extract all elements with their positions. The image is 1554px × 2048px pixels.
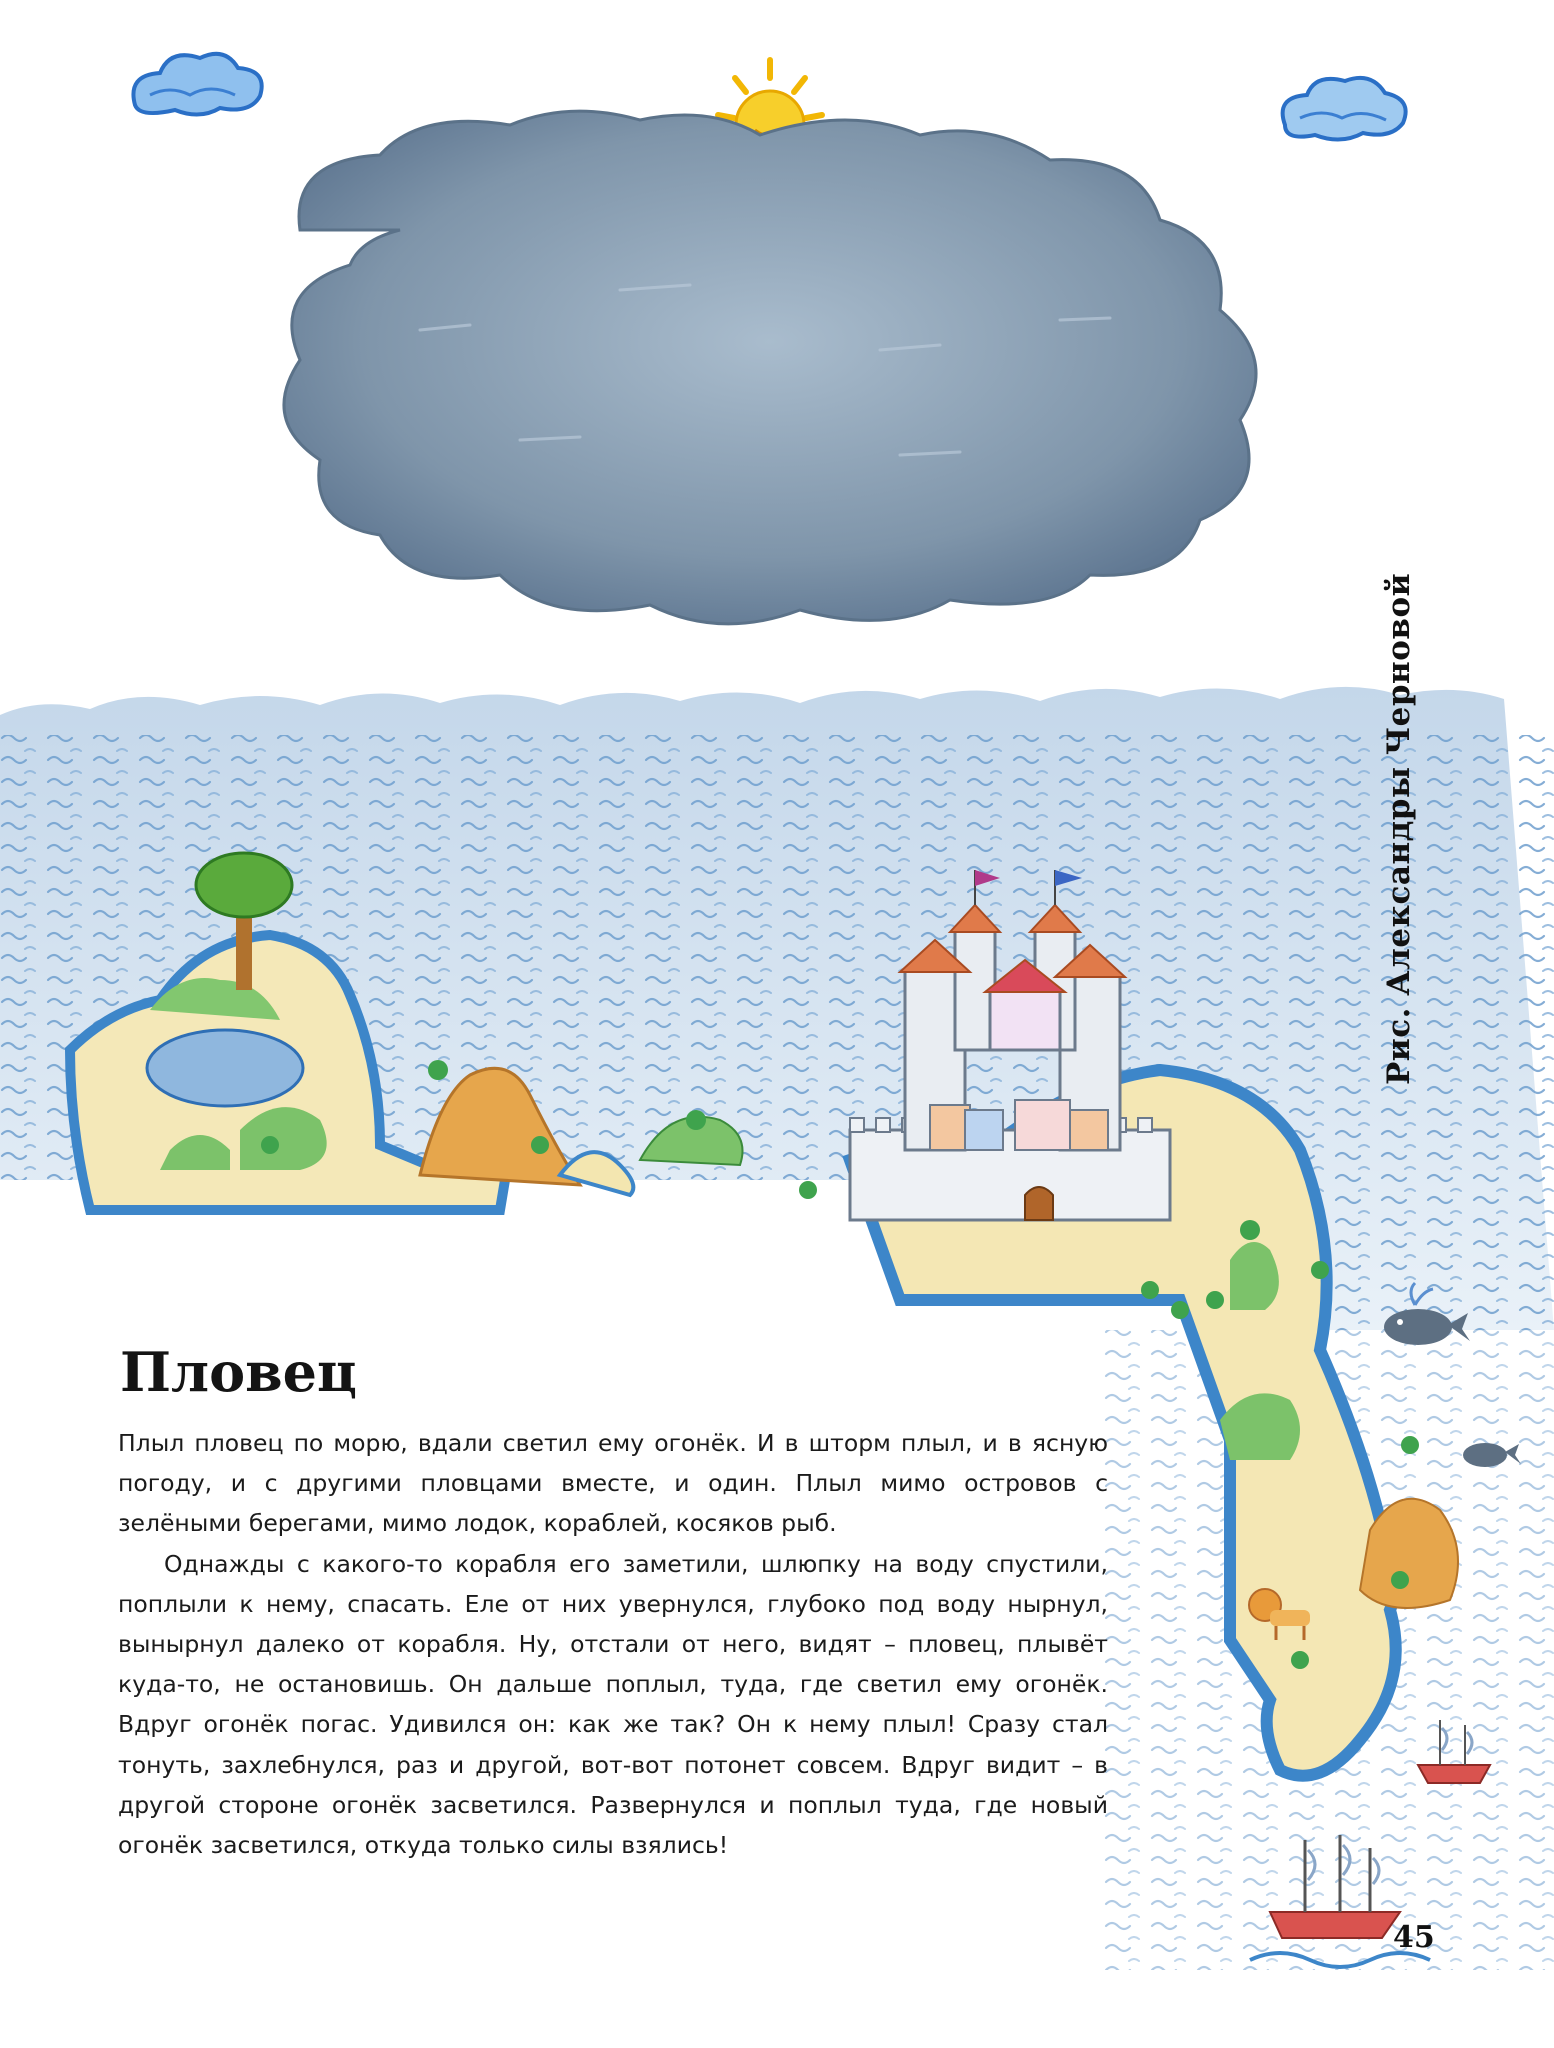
storm-cloud-icon xyxy=(284,111,1256,624)
small-cloud-left-icon xyxy=(133,54,261,115)
story-paragraph: Плыл пловец по морю, вдали светил ему огонёк. И в шторм плыл, и в ясную погоду, и с другими пловцами вместе, и один. Плыл мимо островов с зелёными берегами, мимо лодок, кораблей, косяков рыб. xyxy=(118,1429,1108,1538)
illustration-credit: Рис. Александры Черновой xyxy=(1381,572,1417,1085)
small-cloud-right-icon xyxy=(1283,78,1406,140)
story-title: Пловец xyxy=(120,1340,357,1404)
story-paragraph: Однажды с какого-то корабля его заметили, шлюпку на воду спустили, поплыли к нему, спасать. Еле от них увернулся, глубоко под воду нырнул, вынырнул далеко от корабля. Ну, отстали от него, видят – пловец, плывёт куда-то, не остановишь. Он дальше поплыл, туда, где светил ему огонёк. Вдруг огонёк погас. Удивился он: как же так? Он к нему плыл! Сразу стал тонуть, захлебнулся, раз и другой, вот-вот потонет совсем. Вдруг видит – в другой стороне огонёк засветился. Развернулся и поплыл туда, где новый огонёк засветился, откуда только силы взялись! xyxy=(118,1549,1108,1860)
lake-icon xyxy=(147,1030,303,1106)
story-text xyxy=(118,1423,1108,1865)
page-number: 45 xyxy=(1393,1920,1435,1955)
